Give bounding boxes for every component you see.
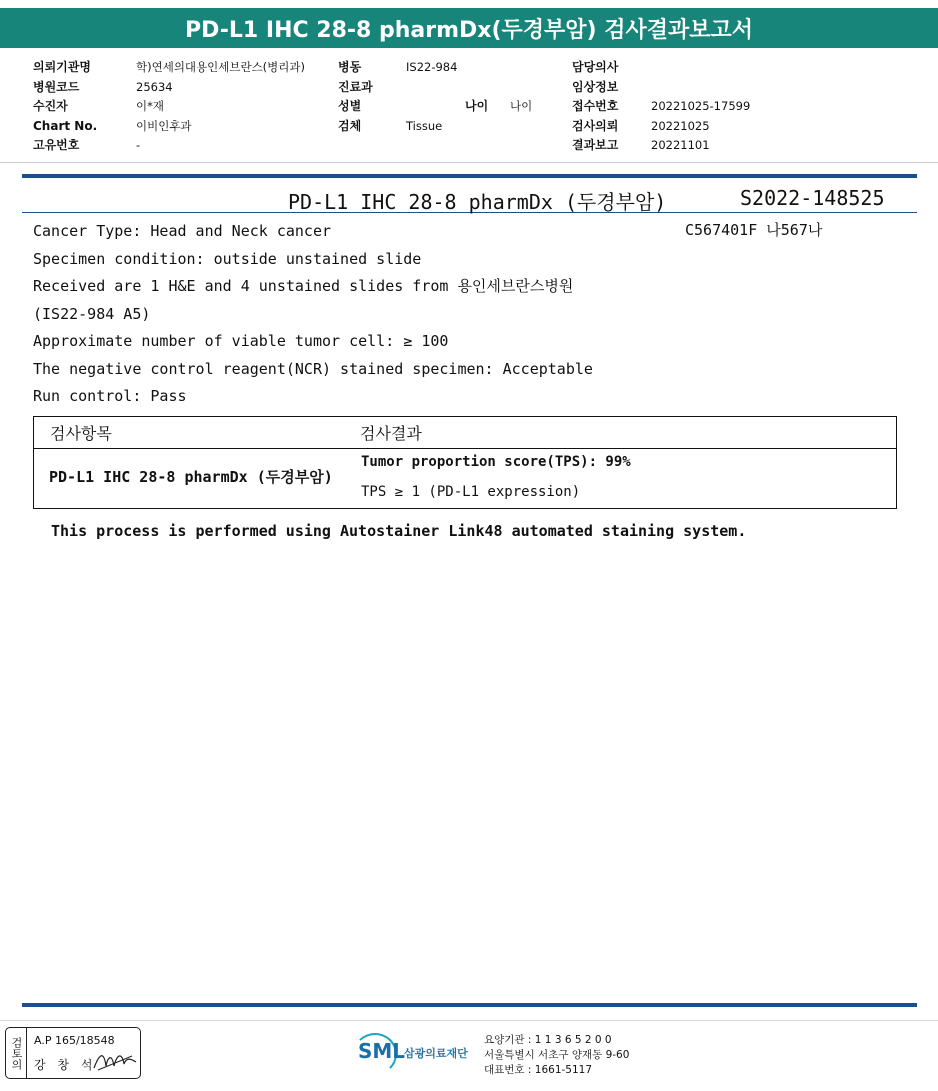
field-value: 20221025 <box>651 118 710 133</box>
process-note: This process is performed using Autostainer Link48 automated staining system. <box>51 522 747 540</box>
report-line: Cancer Type: Head and Neck cancer <box>33 222 332 240</box>
report-line: Run control: Pass <box>33 387 187 405</box>
header-row <box>33 97 97 117</box>
header-row <box>572 78 618 98</box>
info-line: 서울특별시 서초구 양재동 9-60 <box>484 1049 630 1061</box>
header-row <box>338 97 373 117</box>
field-value: IS22-984 <box>406 60 458 74</box>
column-header-result: 검사결과 <box>360 424 422 443</box>
info-line: 대표번호 : 1661-5117 <box>484 1064 593 1076</box>
field-value: 25634 <box>136 79 173 94</box>
report-body <box>33 218 593 411</box>
bottom-divider <box>22 1003 917 1007</box>
report-line: (IS22-984 A5) <box>33 304 151 323</box>
header-row <box>33 78 97 98</box>
report-line: The negative control reagent(NCR) stained specimen: Acceptable <box>33 359 593 378</box>
sample-code: C567401F 나567나 <box>685 221 823 239</box>
report-title: PD-L1 IHC 28-8 pharmDx(두경부암) 검사결과보고서 <box>0 8 938 48</box>
field-value <box>406 78 457 98</box>
logo-text: SML <box>358 1039 406 1063</box>
organization-name: 삼광의료재단 <box>404 1047 468 1060</box>
header-row <box>338 78 373 98</box>
field-label: 임상정보 <box>572 79 619 94</box>
header-row <box>33 58 97 78</box>
pathologist-name: 강 창 석 <box>34 1058 97 1072</box>
footer <box>0 1020 938 1091</box>
report-line: Received are 1 H&E and 4 unstained slides from 용인세브란스병원 <box>33 277 574 295</box>
field-value: 학)연세의대용인세브란스(병리과) <box>136 60 305 74</box>
age-field <box>465 97 532 117</box>
header-column-1 <box>33 58 97 156</box>
field-label: 병동 <box>338 60 362 74</box>
field-value: - <box>136 138 141 152</box>
table-cell-result-interpretation: TPS ≥ 1 (PD-L1 expression) <box>361 484 581 500</box>
result-table <box>33 416 897 509</box>
field-value <box>651 78 750 98</box>
field-label: 검사의뢰 <box>572 118 619 133</box>
field-label: 진료과 <box>338 79 373 94</box>
field-value: Tissue <box>406 118 443 133</box>
header-row <box>33 117 97 137</box>
age-value: 나이 <box>510 99 533 113</box>
header-values-2 <box>406 58 457 136</box>
report-line: Approximate number of viable tumor cell: ≥ 100 <box>33 332 449 350</box>
field-label: 고유번호 <box>33 138 80 152</box>
sml-logo <box>355 1031 475 1075</box>
field-value: 이비인후과 <box>136 118 192 133</box>
info-line: 요양기관 : 1 1 3 6 5 2 0 0 <box>484 1034 612 1046</box>
field-label: 접수번호 <box>572 99 619 113</box>
top-divider <box>22 174 917 178</box>
report-line: Specimen condition: outside unstained slide <box>33 249 422 268</box>
header-row <box>465 97 532 117</box>
organization-info <box>484 1033 629 1078</box>
table-cell-result-score: Tumor proportion score(TPS): 99% <box>361 454 631 470</box>
header-values-1 <box>136 58 305 156</box>
table-cell-item: PD-L1 IHC 28-8 pharmDx (두경부암) <box>49 468 333 486</box>
pathologist-license: A.P 165/18548 <box>34 1034 115 1047</box>
header-column-2 <box>338 58 373 136</box>
header-row <box>338 58 373 78</box>
header-row <box>338 117 373 137</box>
field-value <box>406 97 457 117</box>
field-label: 담당의사 <box>572 60 619 74</box>
header-row <box>572 97 618 117</box>
test-name: PD-L1 IHC 28-8 pharmDx (두경부암) <box>288 190 667 214</box>
report-id: S2022-148525 <box>740 186 885 210</box>
header-row <box>33 136 97 156</box>
header-values-3 <box>651 58 750 156</box>
header-row <box>572 117 618 137</box>
header-row <box>572 136 618 156</box>
header-row <box>572 58 618 78</box>
signature-icon <box>92 1048 138 1074</box>
column-header-item: 검사항목 <box>50 424 112 443</box>
field-value: 20221101 <box>651 138 710 152</box>
field-label: 성별 <box>338 99 362 113</box>
stamp-label: 검토의 <box>6 1028 27 1078</box>
field-label: 수진자 <box>33 99 68 113</box>
patient-info-header <box>0 50 938 163</box>
field-label: 검체 <box>338 118 362 133</box>
field-value: 이*재 <box>136 99 164 113</box>
field-label: 결과보고 <box>572 138 619 152</box>
field-label: 의뢰기관명 <box>33 60 91 74</box>
field-value <box>651 58 750 78</box>
field-value: 20221025-17599 <box>651 99 751 113</box>
header-column-3 <box>572 58 618 156</box>
table-header <box>34 417 896 449</box>
field-label: 병원코드 <box>33 79 80 94</box>
report-heading <box>22 186 917 213</box>
age-label: 나이 <box>465 99 489 113</box>
field-label: Chart No. <box>33 118 98 133</box>
reviewer-stamp <box>5 1027 141 1079</box>
